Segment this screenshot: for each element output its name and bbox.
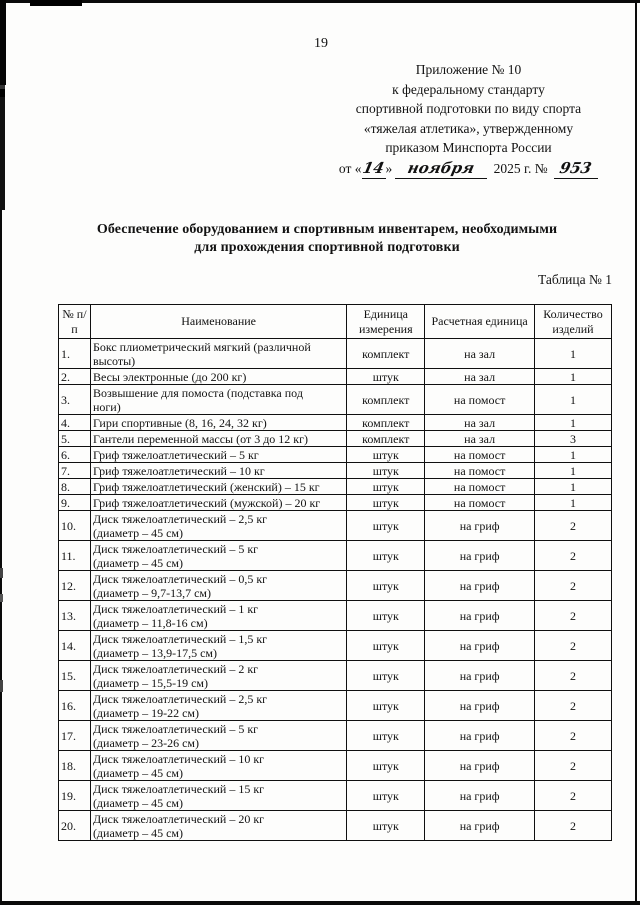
- item-name-line2: (диаметр – 45 см): [92, 795, 184, 810]
- column-header: Единица измерения: [347, 305, 425, 339]
- item-name-cell: [90, 571, 346, 601]
- quantity-cell: 2: [535, 541, 612, 571]
- item-name-line1: Гири спортивные (8, 16, 24, 32 кг): [92, 415, 267, 430]
- table-row: [59, 385, 612, 415]
- item-name-cell: [90, 431, 346, 447]
- table-row: [59, 781, 612, 811]
- row-number-cell: 6.: [59, 447, 91, 463]
- table-row: [59, 601, 612, 631]
- calc-unit-cell: на помост: [425, 463, 535, 479]
- table-row: [59, 511, 612, 541]
- handwritten-month: ноября: [406, 158, 477, 177]
- item-name-line1: Весы электронные (до 200 кг): [92, 369, 247, 384]
- row-number-cell: 19.: [59, 781, 91, 811]
- item-name-line1: Возвышение для помоста (подставка под: [92, 385, 303, 400]
- unit-cell: штук: [347, 661, 425, 691]
- item-name-line1: Диск тяжелоатлетический – 5 кг: [92, 721, 259, 736]
- scan-artifact-left: [0, 0, 6, 85]
- quantity-cell: 1: [535, 385, 612, 415]
- row-number-cell: 1.: [59, 339, 91, 369]
- item-name-line1: Диск тяжелоатлетический – 1 кг: [92, 601, 259, 616]
- unit-cell: штук: [347, 463, 425, 479]
- item-name-line2: (диаметр – 45 см): [92, 525, 184, 540]
- quantity-cell: 2: [535, 781, 612, 811]
- unit-cell: штук: [347, 447, 425, 463]
- quantity-cell: 1: [535, 447, 612, 463]
- row-number-cell: 10.: [59, 511, 91, 541]
- calc-unit-cell: на гриф: [425, 511, 535, 541]
- calc-unit-cell: на зал: [425, 415, 535, 431]
- unit-cell: штук: [347, 631, 425, 661]
- quantity-cell: 2: [535, 571, 612, 601]
- column-header: Количество изделий: [535, 305, 612, 339]
- item-name-line1: Диск тяжелоатлетический – 20 кг: [92, 811, 265, 826]
- item-name-cell: [90, 369, 346, 385]
- item-name-line1: Бокс плиометрический мягкий (различной: [92, 339, 311, 354]
- calc-unit-cell: на гриф: [425, 661, 535, 691]
- table-row: [59, 721, 612, 751]
- calc-unit-cell: на гриф: [425, 721, 535, 751]
- unit-cell: штук: [347, 781, 425, 811]
- item-name-line1: Диск тяжелоатлетический – 2 кг: [92, 661, 259, 676]
- item-name-cell: [90, 415, 346, 431]
- item-name-line1: Гантели переменной массы (от 3 до 12 кг): [92, 431, 309, 446]
- table-row: [59, 447, 612, 463]
- handwritten-order-number: 953: [558, 158, 594, 177]
- item-name-line2: (диаметр – 45 см): [92, 825, 184, 840]
- unit-cell: комплект: [347, 385, 425, 415]
- appendix-lines: [321, 60, 616, 158]
- table-row: [59, 431, 612, 447]
- item-name-line2: (диаметр – 45 см): [92, 765, 184, 780]
- calc-unit-cell: на зал: [425, 339, 535, 369]
- column-header: № п/п: [59, 305, 91, 339]
- item-name-line1: Гриф тяжелоатлетический (мужской) – 20 кг: [92, 495, 321, 510]
- table-row: [59, 541, 612, 571]
- row-number-cell: 12.: [59, 571, 91, 601]
- page-number: 19: [314, 36, 328, 51]
- item-name-line2: высоты): [92, 353, 136, 368]
- handwritten-order-number-slot: [554, 159, 598, 180]
- row-number-cell: 9.: [59, 495, 91, 511]
- row-number-cell: 17.: [59, 721, 91, 751]
- table-row: [59, 661, 612, 691]
- calc-unit-cell: на гриф: [425, 691, 535, 721]
- quantity-cell: 2: [535, 511, 612, 541]
- item-name-line1: Диск тяжелоатлетический – 1,5 кг: [92, 631, 268, 646]
- item-name-cell: [90, 495, 346, 511]
- quantity-cell: 1: [535, 369, 612, 385]
- table-row: [59, 571, 612, 601]
- unit-cell: штук: [347, 751, 425, 781]
- order-date-line: [321, 159, 616, 180]
- item-name-cell: [90, 479, 346, 495]
- item-name-cell: [90, 339, 346, 369]
- item-name-cell: [90, 721, 346, 751]
- table-row: [59, 479, 612, 495]
- calc-unit-cell: на гриф: [425, 751, 535, 781]
- appendix-line: спортивной подготовки по виду спорта: [355, 101, 582, 116]
- handwritten-day: 14: [361, 158, 386, 177]
- date-suffix: 2025 г. №: [490, 160, 552, 176]
- table-row: [59, 463, 612, 479]
- calc-unit-cell: на зал: [425, 431, 535, 447]
- unit-cell: комплект: [347, 339, 425, 369]
- table-row: [59, 631, 612, 661]
- calc-unit-cell: на гриф: [425, 601, 535, 631]
- unit-cell: штук: [347, 691, 425, 721]
- unit-cell: штук: [347, 369, 425, 385]
- document-title-line: для прохождения спортивной подготовки: [194, 240, 460, 255]
- calc-unit-cell: на помост: [425, 479, 535, 495]
- item-name-line1: Гриф тяжелоатлетический (женский) – 15 кг: [92, 479, 320, 494]
- scan-border-top: [0, 0, 640, 3]
- item-name-cell: [90, 781, 346, 811]
- row-number-cell: 14.: [59, 631, 91, 661]
- item-name-cell: [90, 661, 346, 691]
- unit-cell: комплект: [347, 431, 425, 447]
- item-name-cell: [90, 447, 346, 463]
- appendix-line: «тяжелая атлетика», утвержденному: [363, 120, 574, 136]
- row-number-cell: 2.: [59, 369, 91, 385]
- table-row: [59, 415, 612, 431]
- row-number-cell: 11.: [59, 541, 91, 571]
- unit-cell: штук: [347, 721, 425, 751]
- appendix-line: приказом Минспорта России: [385, 140, 552, 155]
- row-number-cell: 15.: [59, 661, 91, 691]
- scan-artifact-mark: [0, 568, 3, 578]
- calc-unit-cell: на гриф: [425, 781, 535, 811]
- item-name-line2: ноги): [92, 399, 121, 414]
- scan-artifact-left-texture: [0, 85, 5, 210]
- scan-border-right: [635, 0, 637, 905]
- item-name-line1: Гриф тяжелоатлетический – 5 кг: [92, 447, 259, 462]
- unit-cell: штук: [347, 479, 425, 495]
- item-name-cell: [90, 631, 346, 661]
- appendix-block: [321, 60, 616, 179]
- table-row: [59, 811, 612, 841]
- handwritten-month-slot: [395, 159, 487, 180]
- item-name-cell: [90, 541, 346, 571]
- row-number-cell: 5.: [59, 431, 91, 447]
- table-row: [59, 495, 612, 511]
- scan-artifact-mark: [0, 680, 3, 692]
- unit-cell: штук: [347, 571, 425, 601]
- unit-cell: штук: [347, 495, 425, 511]
- item-name-cell: [90, 463, 346, 479]
- calc-unit-cell: на гриф: [425, 811, 535, 841]
- item-name-line2: (диаметр – 45 см): [92, 555, 184, 570]
- unit-cell: штук: [347, 541, 425, 571]
- item-name-cell: [90, 511, 346, 541]
- quantity-cell: 2: [535, 691, 612, 721]
- scan-artifact-top: [30, 0, 82, 6]
- appendix-line: Приложение № 10: [415, 62, 522, 77]
- calc-unit-cell: на зал: [425, 369, 535, 385]
- quantity-cell: 1: [535, 463, 612, 479]
- item-name-line1: Диск тяжелоатлетический – 0,5 кг: [92, 571, 268, 586]
- item-name-line2: (диаметр – 15,5-19 см): [92, 675, 209, 690]
- item-name-cell: [90, 751, 346, 781]
- quantity-cell: 2: [535, 721, 612, 751]
- calc-unit-cell: на гриф: [425, 541, 535, 571]
- item-name-cell: [90, 691, 346, 721]
- item-name-line2: (диаметр – 19-22 см): [92, 705, 200, 720]
- item-name-line2: (диаметр – 11,8-16 см): [92, 615, 208, 630]
- table-row: [59, 369, 612, 385]
- scan-border-bottom: [0, 901, 640, 905]
- calc-unit-cell: на помост: [425, 495, 535, 511]
- date-prefix: от «: [338, 160, 362, 176]
- handwritten-day-slot: [362, 159, 386, 180]
- row-number-cell: 3.: [59, 385, 91, 415]
- table-body: [59, 339, 612, 841]
- item-name-line2: (диаметр – 13,9-17,5 см): [92, 645, 218, 660]
- item-name-line2: (диаметр – 23-26 см): [92, 735, 200, 750]
- quantity-cell: 1: [535, 495, 612, 511]
- row-number-cell: 20.: [59, 811, 91, 841]
- unit-cell: штук: [347, 811, 425, 841]
- equipment-table: [58, 304, 612, 841]
- date-mid: »: [385, 160, 393, 176]
- row-number-cell: 16.: [59, 691, 91, 721]
- unit-cell: штук: [347, 511, 425, 541]
- item-name-line1: Диск тяжелоатлетический – 10 кг: [92, 751, 265, 766]
- item-name-line2: (диаметр – 9,7-13,7 см): [92, 585, 212, 600]
- row-number-cell: 18.: [59, 751, 91, 781]
- calc-unit-cell: на гриф: [425, 631, 535, 661]
- calc-unit-cell: на помост: [425, 447, 535, 463]
- table-row: [59, 691, 612, 721]
- item-name-cell: [90, 601, 346, 631]
- quantity-cell: 2: [535, 661, 612, 691]
- row-number-cell: 7.: [59, 463, 91, 479]
- item-name-cell: [90, 811, 346, 841]
- quantity-cell: 2: [535, 601, 612, 631]
- item-name-line1: Диск тяжелоатлетический – 2,5 кг: [92, 511, 268, 526]
- item-name-line1: Диск тяжелоатлетический – 15 кг: [92, 781, 265, 796]
- quantity-cell: 1: [535, 339, 612, 369]
- document-title-line: Обеспечение оборудованием и спортивным инвентарем, необходимыми: [96, 222, 558, 237]
- column-header: Расчетная единица: [425, 305, 535, 339]
- document-title: [62, 221, 592, 257]
- table-caption: Таблица № 1: [538, 272, 612, 287]
- row-number-cell: 13.: [59, 601, 91, 631]
- unit-cell: комплект: [347, 415, 425, 431]
- table-header-row: [59, 305, 612, 339]
- item-name-cell: [90, 385, 346, 415]
- quantity-cell: 1: [535, 415, 612, 431]
- table-row: [59, 339, 612, 369]
- item-name-line1: Диск тяжелоатлетический – 2,5 кг: [92, 691, 268, 706]
- quantity-cell: 3: [535, 431, 612, 447]
- quantity-cell: 1: [535, 479, 612, 495]
- calc-unit-cell: на гриф: [425, 571, 535, 601]
- quantity-cell: 2: [535, 751, 612, 781]
- row-number-cell: 4.: [59, 415, 91, 431]
- column-header: Наименование: [90, 305, 346, 339]
- scan-artifact-mark: [0, 594, 3, 602]
- item-name-line1: Диск тяжелоатлетический – 5 кг: [92, 541, 259, 556]
- quantity-cell: 2: [535, 811, 612, 841]
- row-number-cell: 8.: [59, 479, 91, 495]
- calc-unit-cell: на помост: [425, 385, 535, 415]
- unit-cell: штук: [347, 601, 425, 631]
- quantity-cell: 2: [535, 631, 612, 661]
- appendix-line: к федеральному стандарту: [392, 81, 545, 97]
- item-name-line1: Гриф тяжелоатлетический – 10 кг: [92, 463, 265, 478]
- table-row: [59, 751, 612, 781]
